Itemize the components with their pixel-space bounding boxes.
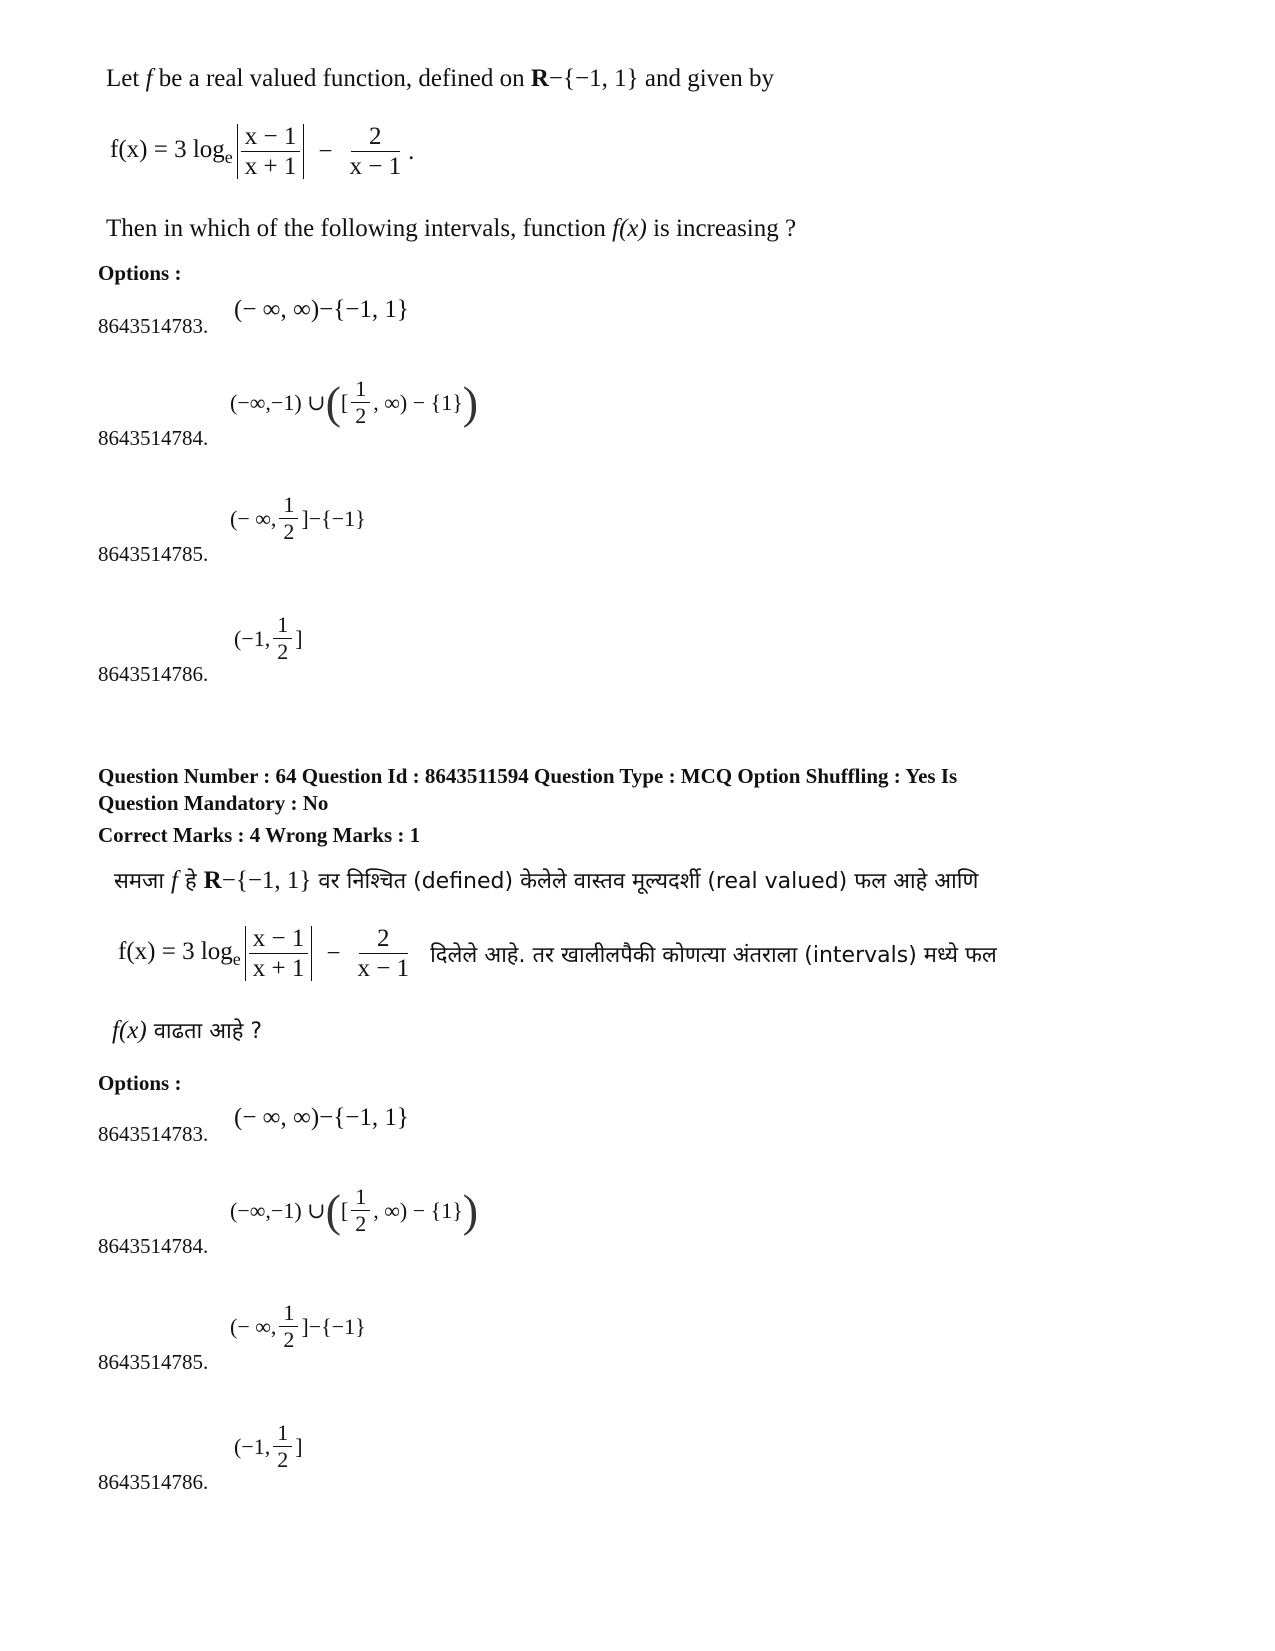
q64-options-label: Options : (98, 1071, 182, 1095)
q64-option-3-expr: (− ∞, $\frac{1}{2}$ ]−{−1} (230, 1300, 366, 1352)
q64-marathi-line-3: f(x) वाढता आहे ? (112, 1017, 263, 1044)
q63-option-4-expr: (−1, $\frac{1}{2}$ ] (234, 612, 303, 664)
formula-lhs: f(x) = 3 $\log_e$ (118, 937, 241, 969)
q63-option-2-id: 8643514784. (98, 426, 209, 450)
q63-options-label: Options : (98, 261, 182, 285)
q63-option-2-expr: (−∞,−1) ∪ ( [ $\frac{1}{2}$ , ∞) − {1} ) (230, 376, 479, 428)
minus-sign: − (318, 137, 333, 165)
q64-option-2-id: 8643514784. (98, 1234, 209, 1258)
minus-sign: − (326, 939, 341, 967)
q64-meta-line-1: Question Number : 64 Question Id : 8643511594 Question Type : MCQ Option Shuffling : Yes Is (98, 764, 958, 788)
q64-option-2-expr: (−∞,−1) ∪ ( [ $\frac{1}{2}$ , ∞) − {1} ) (230, 1184, 479, 1236)
q63-intro-line: Let f be a real valued function, defined on R−{−1, 1} and given by (106, 65, 775, 92)
q63-option-3-id: 8643514785. (98, 542, 209, 566)
q64-marathi-line-1: समजा f हे R−{−1, 1} वर निश्चित (defined) केलेले वास्तव मूल्यदर्शी (real valued) फल आहे आणि (114, 867, 979, 894)
q63-question-line: Then in which of the following intervals, function f(x) is increasing ? (106, 215, 797, 242)
abs-fraction: $\frac{x - 1}{x + 1}$ (245, 926, 313, 981)
abs-fraction: $\frac{x - 1}{x + 1}$ (237, 124, 305, 179)
q64-option-4-expr: (−1, $\frac{1}{2}$ ] (234, 1420, 303, 1472)
q63-option-1-expr: (− ∞, ∞)−{−1, 1} (234, 296, 409, 323)
q63-option-1-id: 8643514783. (98, 314, 209, 338)
fraction: $\frac{2}{x - 1}$ (357, 925, 410, 982)
q64-option-1-id: 8643514783. (98, 1122, 209, 1146)
q64-option-4-id: 8643514786. (98, 1470, 209, 1494)
q64-option-3-id: 8643514785. (98, 1350, 209, 1374)
q64-meta-line-2: Question Mandatory : No (98, 791, 329, 815)
q63-formula: f(x) = 3 $\log_e$ $\frac{x - 1}{x + 1}$ − $\frac{2}{x - 1}$ . (110, 123, 415, 180)
q64-formula-line: f(x) = 3 $\log_e$ $\frac{x - 1}{x + 1}$ − $\frac{2}{x - 1}$ दिलेले आहे. तर खालीलपैकी कोणत्या अंतराला (intervals) मध्ये फल (118, 925, 997, 982)
q64-marks-line: Correct Marks : 4 Wrong Marks : 1 (98, 823, 421, 847)
formula-lhs: f(x) = 3 $\log_e$ (110, 135, 233, 167)
fraction: $\frac{2}{x - 1}$ (349, 123, 402, 180)
q63-option-3-expr: (− ∞, $\frac{1}{2}$ ]−{−1} (230, 492, 366, 544)
q63-option-4-id: 8643514786. (98, 662, 209, 686)
q64-option-1-expr: (− ∞, ∞)−{−1, 1} (234, 1104, 409, 1131)
